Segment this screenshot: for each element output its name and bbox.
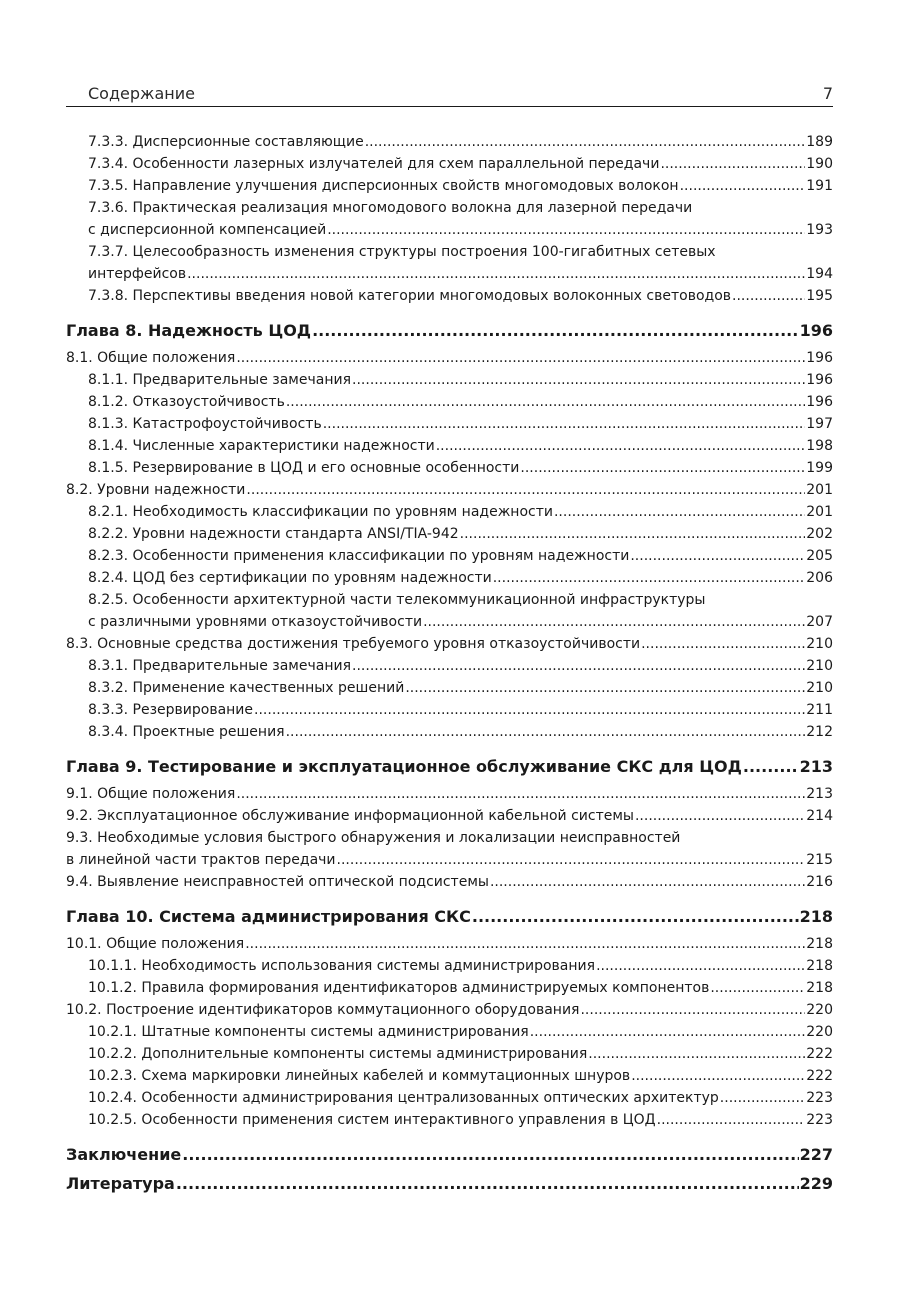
toc-entry-page: 229 bbox=[799, 1174, 833, 1193]
toc-entry[interactable] bbox=[66, 175, 833, 197]
toc-entry-title: 10.2.3. Схема маркировки линейных кабелей и коммутационных шнуров bbox=[88, 1068, 631, 1084]
dot-leader bbox=[630, 545, 805, 567]
toc-entry-page: 210 bbox=[806, 680, 833, 696]
toc-entry-title: 10.1.1. Необходимость использования системы администрирования bbox=[88, 958, 596, 974]
toc-entry-title: 7.3.5. Направление улучшения дисперсионных свойств многомодовых волокон bbox=[88, 178, 679, 194]
dot-leader bbox=[327, 219, 805, 241]
toc-entry-page: 205 bbox=[806, 548, 833, 564]
toc-entry[interactable] bbox=[66, 871, 833, 893]
toc-entry-page: 220 bbox=[806, 1024, 833, 1040]
toc-entry-title: 8.2. Уровни надежности bbox=[66, 482, 246, 498]
dot-leader bbox=[236, 347, 805, 369]
running-title: Содержание bbox=[88, 84, 195, 103]
toc-entry-page: 218 bbox=[806, 958, 833, 974]
dot-leader bbox=[680, 175, 806, 197]
toc-entry-title: с дисперсионной компенсацией bbox=[88, 222, 327, 238]
toc-entry-title: Заключение bbox=[66, 1145, 182, 1164]
toc-entry-title: Глава 10. Система администрирования СКС bbox=[66, 907, 471, 926]
dot-leader bbox=[732, 285, 805, 307]
toc-entry[interactable] bbox=[66, 1065, 833, 1087]
dot-leader bbox=[254, 699, 805, 721]
page-header bbox=[66, 84, 833, 107]
toc-entry-page: 213 bbox=[806, 786, 833, 802]
dot-leader bbox=[660, 153, 805, 175]
toc-entry[interactable] bbox=[66, 655, 833, 677]
toc-entry-title: 8.3. Основные средства достижения требуемого уровня отказоустойчивости bbox=[66, 636, 641, 652]
toc-entry[interactable] bbox=[66, 1087, 833, 1109]
toc-entry[interactable] bbox=[66, 827, 833, 871]
dot-leader bbox=[596, 955, 805, 977]
toc-entry-title: интерфейсов bbox=[88, 266, 187, 282]
toc-entry-page: 210 bbox=[806, 636, 833, 652]
toc-entry-title: 8.2.1. Необходимость классификации по уровням надежности bbox=[88, 504, 553, 520]
toc-entry-title: 10.1. Общие положения bbox=[66, 936, 245, 952]
toc-entry-page: 201 bbox=[806, 482, 833, 498]
toc-entry-title: 7.3.4. Особенности лазерных излучателей для схем параллельной передачи bbox=[88, 156, 660, 172]
toc-entry-page: 222 bbox=[806, 1068, 833, 1084]
toc-entry[interactable] bbox=[66, 1021, 833, 1043]
toc-entry-title: с различными уровнями отказоустойчивости bbox=[88, 614, 423, 630]
toc-entry[interactable] bbox=[66, 369, 833, 391]
toc-chapter-entry[interactable] bbox=[66, 904, 833, 930]
dot-leader bbox=[245, 933, 805, 955]
toc-entry-page: 218 bbox=[806, 936, 833, 952]
toc-entry-page: 215 bbox=[806, 852, 833, 868]
dot-leader bbox=[520, 457, 805, 479]
toc-entry-title: 10.2.4. Особенности администрирования централизованных оптических архитектур bbox=[88, 1090, 719, 1106]
toc-entry-page: 190 bbox=[806, 156, 833, 172]
toc-entry-page: 216 bbox=[806, 874, 833, 890]
toc-entry-title: 10.2.2. Дополнительные компоненты системы администрирования bbox=[88, 1046, 588, 1062]
toc-entry-page: 196 bbox=[806, 350, 833, 366]
toc-entry[interactable] bbox=[66, 545, 833, 567]
dot-leader bbox=[286, 721, 806, 743]
toc-entry[interactable] bbox=[66, 933, 833, 955]
toc-entry[interactable] bbox=[66, 955, 833, 977]
toc-entry-title: 8.2.3. Особенности применения классификации по уровням надежности bbox=[88, 548, 630, 564]
toc-entry[interactable] bbox=[66, 633, 833, 655]
dot-leader bbox=[182, 1142, 798, 1168]
dot-leader bbox=[460, 523, 806, 545]
toc-entry-page: 223 bbox=[806, 1090, 833, 1106]
toc-entry-title: 8.3.1. Предварительные замечания bbox=[88, 658, 352, 674]
toc-entry-title: Литература bbox=[66, 1174, 175, 1193]
dot-leader bbox=[423, 611, 805, 633]
toc-entry-title: 8.3.3. Резервирование bbox=[88, 702, 254, 718]
dot-leader bbox=[352, 655, 805, 677]
toc-entry-title-line: 7.3.7. Целесообразность изменения структуры построения 100-гигабитных сетевых bbox=[88, 244, 716, 260]
toc-entry-page: 213 bbox=[799, 757, 833, 776]
toc-entry-title: 7.3.8. Перспективы введения новой категории многомодовых волоконных световодов bbox=[88, 288, 732, 304]
dot-leader bbox=[588, 1043, 805, 1065]
toc-entry[interactable] bbox=[66, 977, 833, 999]
toc-entry[interactable] bbox=[66, 1109, 833, 1131]
toc-entry-page: 212 bbox=[806, 724, 833, 740]
dot-leader bbox=[490, 871, 805, 893]
toc-entry-page: 198 bbox=[806, 438, 833, 454]
toc-entry-title: 10.2.1. Штатные компоненты системы администрирования bbox=[88, 1024, 529, 1040]
dot-leader bbox=[530, 1021, 806, 1043]
toc-entry-title: Глава 9. Тестирование и эксплуатационное обслуживание СКС для ЦОД bbox=[66, 757, 742, 776]
dot-leader bbox=[635, 805, 805, 827]
toc-entry[interactable] bbox=[66, 1043, 833, 1065]
toc-entry[interactable] bbox=[66, 523, 833, 545]
toc-chapter-entry[interactable] bbox=[66, 1142, 833, 1168]
toc-entry-page: 195 bbox=[806, 288, 833, 304]
toc-entry-title: 8.2.2. Уровни надежности стандарта ANSI/TIA-942 bbox=[88, 526, 459, 542]
toc-entry-page: 207 bbox=[806, 614, 833, 630]
dot-leader bbox=[657, 1109, 806, 1131]
dot-leader bbox=[365, 131, 806, 153]
toc-entry-page: 223 bbox=[806, 1112, 833, 1128]
toc-entry[interactable] bbox=[66, 479, 833, 501]
toc-entry-page: 220 bbox=[806, 1002, 833, 1018]
toc-chapter-entry[interactable] bbox=[66, 754, 833, 780]
toc-entry-title-line: 9.3. Необходимые условия быстрого обнаружения и локализации неисправностей bbox=[66, 830, 681, 846]
toc-entry-page: 210 bbox=[806, 658, 833, 674]
toc-entry-title: 8.2.4. ЦОД без сертификации по уровням надежности bbox=[88, 570, 492, 586]
toc-entry-page: 193 bbox=[806, 222, 833, 238]
toc-entry-page: 191 bbox=[806, 178, 833, 194]
toc-entry[interactable] bbox=[66, 285, 833, 307]
toc-entry[interactable] bbox=[66, 721, 833, 743]
dot-leader bbox=[323, 413, 806, 435]
dot-leader bbox=[710, 977, 805, 999]
toc-chapter-entry[interactable] bbox=[66, 318, 833, 344]
dot-leader bbox=[436, 435, 806, 457]
toc-entry-title-line: 8.2.5. Особенности архитектурной части телекоммуникационной инфраструктуры bbox=[88, 592, 706, 608]
toc-chapter-entry[interactable] bbox=[66, 1171, 833, 1197]
toc-entry-page: 199 bbox=[806, 460, 833, 476]
dot-leader bbox=[493, 567, 806, 589]
toc-entry-page: 189 bbox=[806, 134, 833, 150]
table-of-contents bbox=[66, 131, 833, 1197]
toc-entry[interactable] bbox=[66, 435, 833, 457]
toc-entry-title: 8.1.3. Катастрофоустойчивость bbox=[88, 416, 322, 432]
dot-leader bbox=[176, 1171, 799, 1197]
toc-entry[interactable] bbox=[66, 241, 833, 285]
dot-leader bbox=[286, 391, 805, 413]
toc-entry[interactable] bbox=[66, 699, 833, 721]
toc-entry-title: 8.3.4. Проектные решения bbox=[88, 724, 285, 740]
toc-entry[interactable] bbox=[66, 153, 833, 175]
toc-entry-page: 194 bbox=[806, 266, 833, 282]
dot-leader bbox=[187, 263, 805, 285]
toc-entry-title: 10.2.5. Особенности применения систем интерактивного управления в ЦОД bbox=[88, 1112, 656, 1128]
toc-entry[interactable] bbox=[66, 501, 833, 523]
toc-entry-title: 8.1.4. Численные характеристики надежности bbox=[88, 438, 435, 454]
toc-entry-page: 196 bbox=[806, 394, 833, 410]
toc-entry-title: 9.1. Общие положения bbox=[66, 786, 236, 802]
toc-entry[interactable] bbox=[66, 589, 833, 633]
toc-entry-title: 8.1.1. Предварительные замечания bbox=[88, 372, 352, 388]
dot-leader bbox=[405, 677, 805, 699]
toc-entry-page: 201 bbox=[806, 504, 833, 520]
toc-entry[interactable] bbox=[66, 457, 833, 479]
toc-entry-page: 227 bbox=[799, 1145, 833, 1164]
toc-entry-title: 8.1.2. Отказоустойчивость bbox=[88, 394, 285, 410]
toc-entry-title: 9.2. Эксплуатационное обслуживание информационной кабельной системы bbox=[66, 808, 634, 824]
toc-entry-title: 8.1.5. Резервирование в ЦОД и его основные особенности bbox=[88, 460, 520, 476]
toc-entry-page: 218 bbox=[806, 980, 833, 996]
dot-leader bbox=[337, 849, 806, 871]
toc-entry[interactable] bbox=[66, 391, 833, 413]
toc-entry[interactable] bbox=[66, 197, 833, 241]
toc-entry-title: Глава 8. Надежность ЦОД bbox=[66, 321, 312, 340]
toc-entry-title-line: 7.3.6. Практическая реализация многомодового волокна для лазерной передачи bbox=[88, 200, 693, 216]
toc-entry[interactable] bbox=[66, 347, 833, 369]
dot-leader bbox=[246, 479, 805, 501]
toc-entry-page: 196 bbox=[806, 372, 833, 388]
toc-entry[interactable] bbox=[66, 805, 833, 827]
toc-entry-page: 206 bbox=[806, 570, 833, 586]
toc-entry[interactable] bbox=[66, 999, 833, 1021]
toc-entry[interactable] bbox=[66, 413, 833, 435]
toc-entry-title: 8.1. Общие положения bbox=[66, 350, 236, 366]
toc-entry-page: 197 bbox=[806, 416, 833, 432]
page-number: 7 bbox=[822, 84, 833, 103]
toc-entry-title: 10.1.2. Правила формирования идентификаторов администрируемых компонентов bbox=[88, 980, 710, 996]
dot-leader bbox=[472, 904, 799, 930]
toc-entry-page: 202 bbox=[806, 526, 833, 542]
toc-entry-page: 196 bbox=[799, 321, 833, 340]
toc-entry[interactable] bbox=[66, 677, 833, 699]
dot-leader bbox=[312, 318, 799, 344]
dot-leader bbox=[236, 783, 805, 805]
toc-entry[interactable] bbox=[66, 567, 833, 589]
dot-leader bbox=[720, 1087, 805, 1109]
dot-leader bbox=[631, 1065, 805, 1087]
toc-entry[interactable] bbox=[66, 783, 833, 805]
toc-entry-title: 7.3.3. Дисперсионные составляющие bbox=[88, 134, 364, 150]
toc-entry-page: 214 bbox=[806, 808, 833, 824]
toc-entry-page: 222 bbox=[806, 1046, 833, 1062]
toc-entry-title: 10.2. Построение идентификаторов коммутационного оборудования bbox=[66, 1002, 580, 1018]
toc-entry-page: 211 bbox=[806, 702, 833, 718]
toc-entry[interactable] bbox=[66, 131, 833, 153]
dot-leader bbox=[743, 754, 799, 780]
toc-entry-page: 218 bbox=[799, 907, 833, 926]
dot-leader bbox=[641, 633, 805, 655]
toc-entry-title: 8.3.2. Применение качественных решений bbox=[88, 680, 405, 696]
toc-entry-title: в линейной части трактов передачи bbox=[66, 852, 336, 868]
dot-leader bbox=[554, 501, 805, 523]
toc-entry-title: 9.4. Выявление неисправностей оптической подсистемы bbox=[66, 874, 489, 890]
dot-leader bbox=[580, 999, 805, 1021]
dot-leader bbox=[352, 369, 805, 391]
